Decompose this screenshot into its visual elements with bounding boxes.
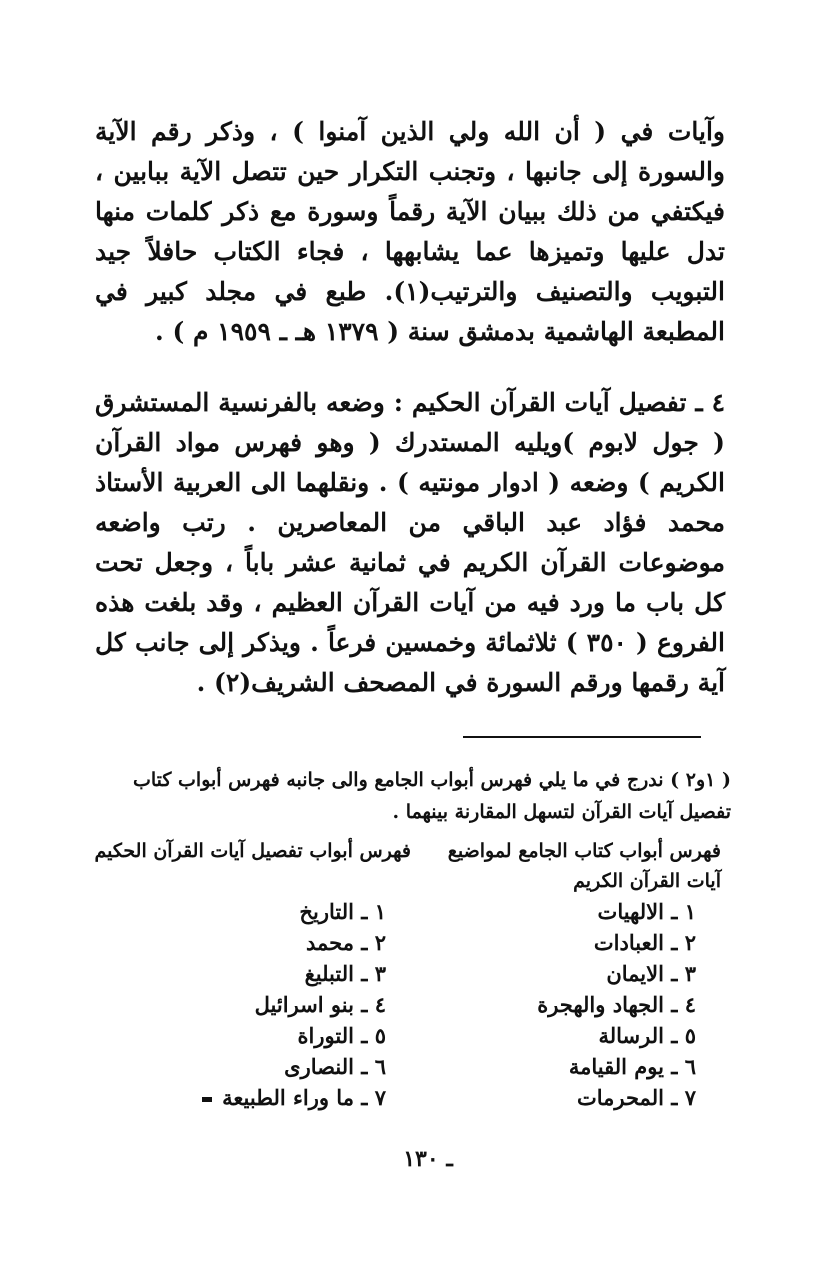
index-heading-jami: فهرس أبواب كتاب الجامع لمواضيع آيات القرآن الكريم [447, 840, 721, 892]
list-item: ٥ ـ الرسالة [598, 1023, 696, 1048]
section-4-heading: ٤ ـ تفصيل آيات القرآن الحكيم : [393, 388, 725, 417]
page-number: ـ ١٣٠ [403, 1146, 453, 1172]
list-item: ٣ ـ الايمان [606, 961, 696, 986]
list-item-text: ٧ ـ ما وراء الطبيعة [222, 1085, 386, 1110]
list-item: ٤ ـ الجهاد والهجرة [537, 992, 696, 1017]
list-item: ١ ـ الالهيات [597, 899, 696, 924]
list-item: ٣ ـ التبليغ [304, 961, 386, 986]
list-item: ٦ ـ النصارى [284, 1054, 386, 1079]
list-item: ٢ ـ محمد [305, 930, 386, 955]
section-4-paragraph [95, 383, 725, 703]
list-item: ٥ ـ التوراة [297, 1023, 386, 1048]
list-item [136, 1082, 386, 1113]
paragraph-1: وآيات في ( أن الله ولي الذين آمنوا ) ، وذكر رقم الآية والسورة إلى جانبها ، وتجنب التكرار حين تتصل الآية ببابين ، فيكتفي من ذلك ببيان الآية رقماً وسورة مع ذكر كلمات منها تدل عليها وتميزها عما يشابهها ، فجاء الكتاب حافلاً جيد التبويب والتصنيف والترتيب(١). طبع في مجلد كبير في المطبعة الهاشمية بدمشق سنة ( ١٣٧٩ هـ ـ ١٩٥٩ م ) . [95, 117, 725, 346]
section-4-text: وضعه بالفرنسية المستشرق ( جول لابوم )ويليه المستدرك ( وهو فهرس مواد القرآن الكريم ) وضعه ( ادوار مونتيه ) . ونقلهما الى العربية الأستاذ محمد فؤاد عبد الباقي من المعاصرين . رتب واضعه موضوعات القرآن الكريم في ثمانية عشر باباً ، وجعل تحت كل باب ما ورد فيه من آيات القرآن العظيم ، وقد بلغت هذه الفروع ( ٣٥٠ ) ثلاثمائة وخمسين فرعاً . ويذكر إلى جانب كل آية رقمها ورقم السورة في المصحف الشريف(٢) . [95, 388, 726, 697]
footnote-divider [463, 736, 701, 738]
list-item: ١ ـ التاريخ [299, 899, 386, 924]
index-list-jami [456, 896, 696, 1113]
index-heading-tafsil: فهرس أبواب تفصيل آيات القرآن الحكيم [94, 840, 411, 862]
footnote-text: ( ١و٢ ) ندرج في ما يلي فهرس أبواب الجامع والى جانبه فهرس أبواب كتاب تفصيل آيات القرآن لتسهل المقارنة بينهما . [132, 769, 731, 823]
end-mark [202, 1097, 212, 1102]
list-item: ٦ ـ يوم القيامة [568, 1054, 696, 1079]
list-item: ٤ ـ بنو اسرائيل [254, 992, 386, 1017]
list-item: ٢ ـ العبادات [593, 930, 696, 955]
list-item: ٧ ـ المحرمات [577, 1085, 696, 1110]
index-list-tafsil [136, 896, 386, 1113]
